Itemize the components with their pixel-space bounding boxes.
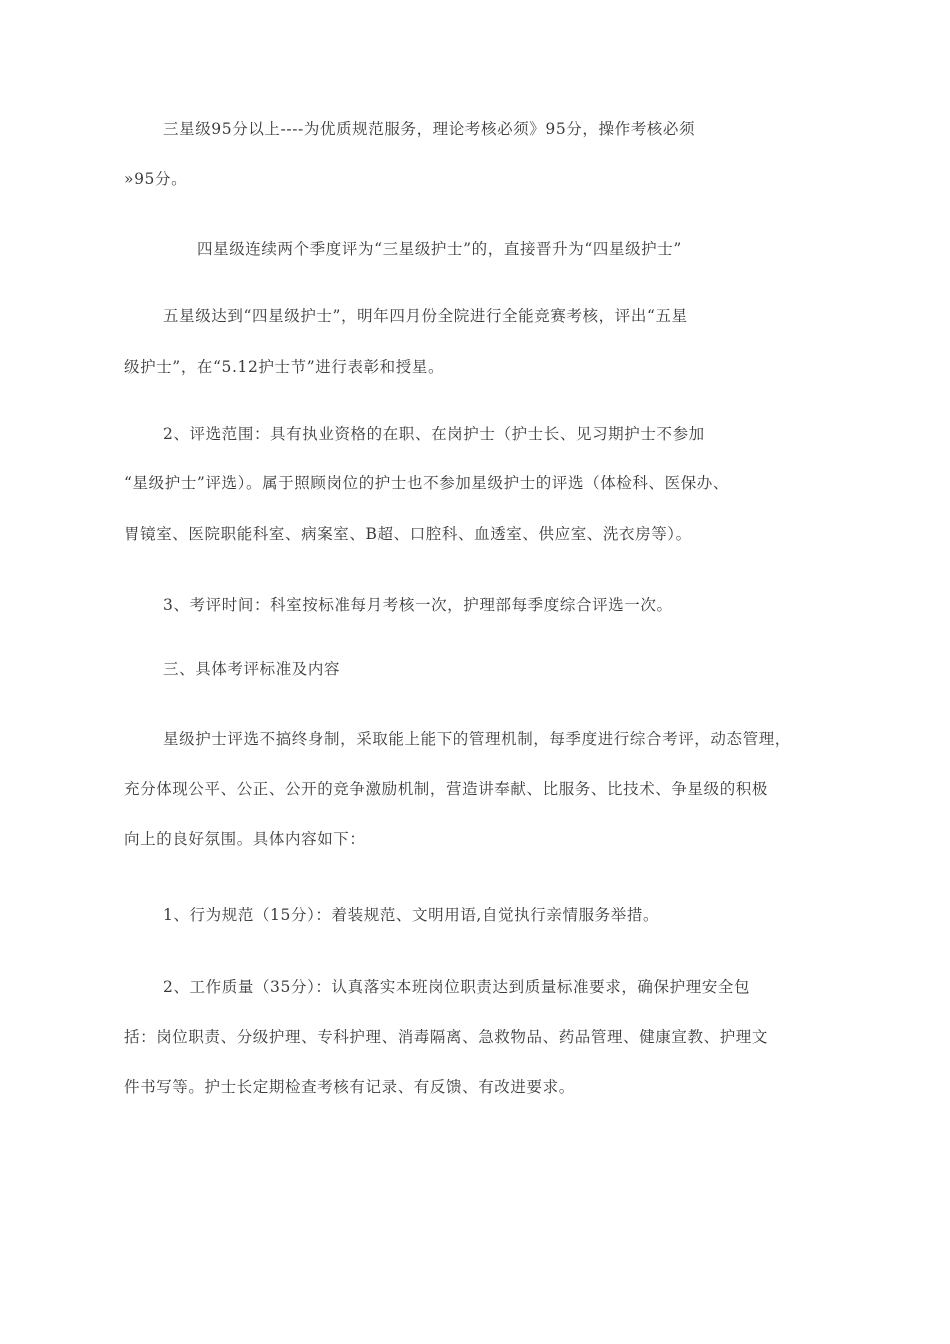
paragraph-line: 2、工作质量（35分）：认真落实本班岗位职责达到质量标准要求，确保护理安全包 xyxy=(163,978,751,996)
paragraph-line: 向上的良好氛围。具体内容如下： xyxy=(124,830,366,848)
section-heading: 三、具体考评标准及内容 xyxy=(163,660,341,678)
paragraph-line: 四星级连续两个季度评为“三星级护士”的，直接晋升为“四星级护士” xyxy=(197,240,682,258)
paragraph-line: 级护士”，在“5.12护士节”进行表彰和授星。 xyxy=(124,358,445,376)
paragraph-line: 括：岗位职责、分级护理、专科护理、消毒隔离、急救物品、药品管理、健康宣教、护理文 xyxy=(124,1028,769,1046)
paragraph-line: 2、评选范围：具有执业资格的在职、在岗护士（护士长、见习期护士不参加 xyxy=(163,425,705,443)
paragraph-line: “星级护士”评选）。属于照顾岗位的护士也不参加星级护士的评选（体检科、医保办、 xyxy=(124,474,730,492)
paragraph-line: 1、行为规范（15分）：着装规范、文明用语,自觉执行亲情服务举措。 xyxy=(163,906,660,924)
paragraph-line: 星级护士评选不搞终身制，采取能上能下的管理机制，每季度进行综合考评，动态管理， xyxy=(163,730,791,748)
paragraph-line: 三星级95分以上----为优质规范服务，理论考核必须》95分，操作考核必须 xyxy=(163,120,696,138)
paragraph-line: 胃镜室、医院职能科室、病案室、B超、口腔科、血透室、供应室、洗衣房等）。 xyxy=(124,525,692,543)
paragraph-line: »95分。 xyxy=(124,170,188,188)
paragraph-line: 件书写等。护士长定期检查考核有记录、有反馈、有改进要求。 xyxy=(124,1078,575,1096)
paragraph-line: 3、考评时间：科室按标准每月考核一次，护理部每季度综合评选一次。 xyxy=(163,596,673,614)
paragraph-line: 充分体现公平、公正、公开的竞争激励机制，营造讲奉献、比服务、比技术、争星级的积极 xyxy=(124,780,769,798)
paragraph-line: 五星级达到“四星级护士”，明年四月份全院进行全能竞赛考核，评出“五星 xyxy=(163,307,688,325)
